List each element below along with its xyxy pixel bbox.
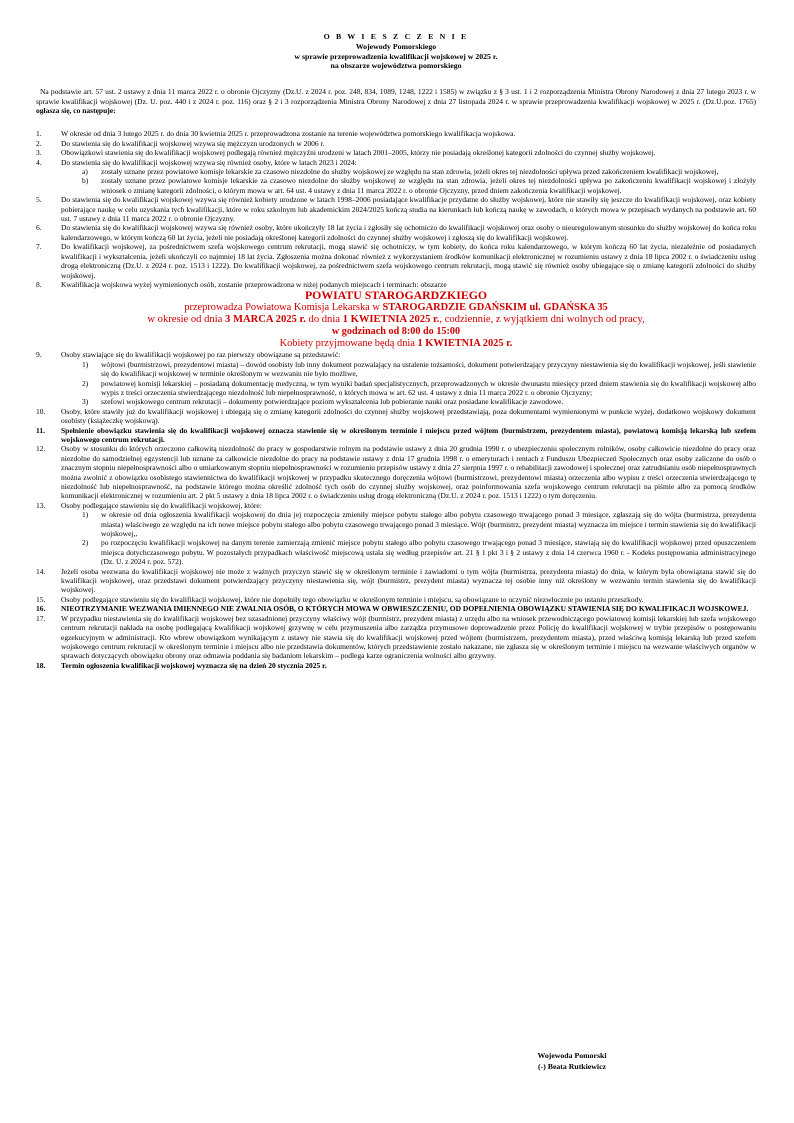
period-suffix: , codziennie, z wyjątkiem dni wolnych od pracy, [439, 314, 645, 326]
period-prefix: w okresie od dnia [147, 314, 223, 326]
provision-12: 12. Osoby w stosunku do których orzeczono całkowitą niezdolność do pracy w gospodarstwie rolnym na podstawie ustawy z dnia 20 grudnia 1990 r. o ubezpieczeniu społecznym rolników, osoby całkowicie niezdolne do pracy oraz niezdolne do samodzielnej egzystencji lub uznane za całkowicie niezdolne do pracy na podstawie ustawy z dnia 17 grudnia 1998 r. o emeryturach i rentach z Funduszu Ubezpieczeń Społecznych oraz osoby zaliczone do osób o znacznym stopniu niepełnosprawności albo o umiarkowanym stopniu niepełnosprawności w rozumieniu przepisów ustawy z dnia 27 sierpnia 1997 r. o rehabilitacji zawodowej i społecznej oraz zatrudnianiu osób niepełnosprawnych można zwolnić z obowiązku osobistego stawiennictwa do kwalifikacji wojskowej w przypadku skutecznego doręczenia wójtowi (burmistrzowi, prezydentowi miasta) orzeczenia albo wypisu z treści orzeczenia stwierdzającego tę niezdolność lub niepełnosprawność, na podstawie którego można określić zdolność tych osób do czynnej służby wojskowej, oraz poinformowania szefa wojskowego centrum rekrutacji na piśmie albo za pomocą środków komunikacji elektronicznej w rozumieniu art. 2 pkt 5 ustawy z dnia 18 lipca 2002 r. o świadczeniu usług drogą elektroniczną (Dz.U. z 2024 r. poz. 1513 i 1222) o tym doręczeniu. [36, 444, 756, 501]
provision-text: Osoby, które stawiły już do kwalifikacji wojskowej i ubiegają się o zmianę kategorii zdolności do czynnej służby wojskowej przedstawiają, poza dokumentami wymienionymi w punkcie wyżej, dodatkowo wojskowy dokument osobisty (książeczkę wojskową). [61, 406, 756, 426]
provision-text: NIEOTRZYMANIE WEZWANIA IMIENNEGO NIE ZWALNIA OSÓB, O KTÓRYCH MOWA W OBWIESZCZENIU, OD DOPEŁNIENIA OBOWIĄZKU STAWIENIA SIĘ DO KWALIFIKACJI WOJSKOWEJ. [61, 604, 749, 614]
document-title: O B W I E S Z C Z E N I E [323, 32, 469, 41]
period-line [36, 314, 756, 326]
provision-2: 2. Do stawienia się do kwalifikacji wojskowej wzywa się mężczyzn urodzonych w 2006 r. [36, 138, 325, 148]
provision-text: Do stawienia się do kwalifikacji wojskowej wzywa się również osoby, które w latach 2023 i 2024: [61, 157, 357, 167]
provision-text: Osoby podlegające stawieniu się do kwalifikacji wojskowej, które: [61, 500, 262, 510]
period-start: 3 MARCA 2025 r. [225, 314, 306, 326]
provision-1: 1. W okresie od dnia 3 lutego 2025 r. do dnia 30 kwietnia 2025 r. przeprowadzona zostanie na terenie województwa pomorskiego kwalifikacja wojskowa. [36, 129, 516, 139]
sub-item-text: wójtowi (burmistrzowi, prezydentowi miasta) – dowód osobisty lub inny dokument pozwalający na ustalenie tożsamości, dokument potwierdzający przyczyny niestawienia się do kwalifikacji wojskowej, jeśli stawienie się do kwalifikacji wojskowej w terminie określonym w wezwaniu nie było możliwe, [101, 359, 756, 379]
intro-paragraph [36, 87, 756, 115]
provision-8: 8. Kwalifikacja wojskowa wyżej wymienionych osób, zostanie przeprowadzona w niżej podanych miejscach i terminach: obszarze [36, 279, 447, 289]
signatory-name: (-) Beata Rutkiewicz [538, 1062, 606, 1071]
provision-text: Kwalifikacja wojskowa wyżej wymienionych osób, zostanie przeprowadzona w niżej podanych miejscach i terminach: obszarze [61, 279, 447, 289]
provision-text: Osoby w stosunku do których orzeczono całkowitą niezdolność do pracy w gospodarstwie rolnym na podstawie ustawy z dnia 20 grudnia 1990 r. o ubezpieczeniu społecznym rolników, osoby całkowicie niezdolne do pracy oraz niezdolne do samodzielnej egzystencji lub uznane za całkowicie niezdolne do pracy na podstawie ustawy z dnia 17 grudnia 1998 r. o emeryturach i rentach z Funduszu Ubezpieczeń Społecznych oraz osoby zaliczone do osób o znacznym stopniu niepełnosprawności albo o umiarkowanym stopniu niepełnosprawności w rozumieniu przepisów ustawy z dnia 27 sierpnia 1997 r. o rehabilitacji zawodowej i społecznej oraz zatrudnianiu osób niepełnosprawnych można zwolnić z obowiązku osobistego stawiennictwa do kwalifikacji wojskowej w przypadku skutecznego doręczenia wójtowi (burmistrzowi, prezydentowi miasta) orzeczenia albo wypisu z treści orzeczenia stwierdzającego tę niezdolność lub niepełnosprawność, na podstawie którego można określić zdolność tych osób do czynnej służby wojskowej, oraz poinformowania szefa wojskowego centrum rekrutacji na piśmie albo za pomocą środków komunikacji elektronicznej w rozumieniu art. 2 pkt 5 ustawy z dnia 18 lipca 2002 r. o świadczeniu usług drogą elektroniczną (Dz.U. z 2024 r. poz. 1513 i 1222) o tym doręczeniu. [61, 444, 756, 501]
provision-text: W przypadku niestawienia się do kwalifikacji wojskowej bez uzasadnionej przyczyny właściwy wójt (burmistrz, prezydent miasta) z urzędu albo na wniosek przewodniczącego powiatowej komisji lekarskiej lub szefa wojskowego centrum rekrutacji nakłada na osobę podlegającą kwalifikacji wojskowej grzywnę w celu przymuszenia albo zarządza przymusowe doprowadzenie przez Policję do kwalifikacji wojskowej w trybie przepisów o postępowaniu egzekucyjnym w administracji. Kto wbrew obowiązkom wynikającym z ustawy nie stawia się do kwalifikacji wojskowej przed wójtem (burmistrzem, prezydentem miasta), przed właściwą komisją lekarską lub przed szefem wojskowego centrum rekrutacji w określonym terminie i miejscu albo nie przedstawia dokumentów, których przedstawienie zostało nakazane, nie zgłasza się w określonym terminie i miejscu na wezwanie właściwych organów w sprawach dotyczących obowiązku obrony oraz odmawia poddania się badaniom lekarskim – podlega karze ograniczenia wolności albo grzywny. [61, 613, 756, 661]
provision-text: Do stawienia się do kwalifikacji wojskowej wzywa się również kobiety urodzone w latach 1998–2006 posiadające kwalifikacje przydatne do służby wojskowej, które nie stawiły się jeszcze do kwalifikacji wojskowej, oraz kobiety pobierające naukę w celu uzyskania tych kwalifikacji, które w roku szkolnym lub akademickim 2024/2025 kończą studia na kierunkach lub kończą naukę w zawodach, o których mowa w przepisach wydanych na podstawie art. 60 ust. 7 ustawy z dnia 11 marca 2022 r. o obronie Ojczyzny. [61, 195, 756, 224]
document-subject: w sprawie przeprowadzenia kwalifikacji wojskowej w 2025 r. [294, 51, 498, 61]
provision-text: Termin ogłoszenia kwalifikacji wojskowej wyznacza się na dzień 20 stycznia 2025 r. [61, 660, 327, 670]
provision-text: Do stawienia się do kwalifikacji wojskowej wzywa się mężczyzn urodzonych w 2006 r. [61, 138, 325, 148]
women-line [36, 338, 756, 350]
sub-item-text: w okresie od dnia ogłoszenia kwalifikacji wojskowej do dnia jej rozpoczęcia zmieniły miejsce pobytu stałego albo pobytu czasowego trwającego ponad 3 miesiące, zgłaszają się do wójta (burmistrza, prezydenta miasta) właściwego ze względu na ich nowe miejsce pobytu stałego albo pobytu czasowego trwającego ponad 3 miesiące. Wójt (burmistrz, prezydent miasta) wyznacza im miejsce i termin stawienia się do kwalifikacji wojskowej,, [101, 510, 756, 539]
provision-9: 9. Osoby stawiające się do kwalifikacji wojskowej po raz pierwszy obowiązane są przedstawić: 1) wójtowi (burmistrzowi, prezydentowi miasta) – dowód osobisty lub inny dokument pozwalający na ustalenie tożsamości, dokument potwierdzający przyczyny niestawienia się do kwalifikacji wojskowej, jeśli stawienie się do kwalifikacji wojskowej w terminie określonym w wezwaniu nie było możliwe, 2) powiatowej komisji lekarskiej – posiadaną dokumentację medyczną, w tym wyniki badań specjalistycznych, przeprowadzonych w okresie dwunastu miesięcy przed dniem stawienia się do kwalifikacji wojskowej albo wypis z treści orzeczenia stwierdzającego niezdolność lub niepełnosprawność, o których mowa w art. 62 ust. 4 ustawy z dnia 11 marca 2022 r. o obronie Ojczyzny; 3) szefowi wojskowego centrum rekrutacji – dokumenty potwierdzające poziom wykształcenia lub pobieranie nauki oraz posiadane kwalifikacje zawodowe. [36, 350, 756, 407]
provision-text: Do kwalifikacji wojskowej, za pośrednictwem szefa wojskowego centrum rekrutacji, mogą stawić się ochotniczy, w tym kobiety, do końca roku kalendarzowego, w którym kończą 60 lat życia, niezależnie od posiadanych kwalifikacji i wykształcenia, jeżeli ukończyli co najmniej 18 lat życia. Zgłoszenia można dokonać również z wykorzystaniem środków komunikacji elektronicznej w rozumieniu ustawy z dnia 18 lipca 2002 r. o świadczeniu usług drogą elektroniczną (Dz.U. z 2024 r. poz. 1513 i 1222). Do kwalifikacji wojskowej, za pośrednictwem szefa wojskowego centrum rekrutacji, mogą stawić się również osoby ubiegające się o zmianę kategorii zdolności do służby wojskowej. [61, 242, 756, 280]
legal-basis-text: Na podstawie art. 57 ust. 2 ustawy z dnia 11 marca 2022 r. o obronie Ojczyzny (Dz.U. z 2024 r. poz. 248, 834, 1089, 1248, 1222 i 1585) w związku z § 3 ust. 1 i 2 rozporządzenia Ministra Obrony Narodowej z dnia 27 lutego 2023 r. w sprawie kwalifikacji wojskowej (Dz. U. poz. 440 i z 2024 r. poz. 116) oraz § 2 i 3 rozporządzenia Ministra Obrony Narodowej z dnia 27 listopada 2024 r. w sprawie przeprowadzenia kwalifikacji wojskowej w 2025 r. (Dz.U.poz. 1765) [36, 87, 756, 106]
provision-text: W okresie od dnia 3 lutego 2025 r. do dnia 30 kwietnia 2025 r. przeprowadzona zostanie na terenie województwa pomorskiego kwalifikacja wojskowa. [61, 129, 516, 139]
sub-item-text: po rozpoczęciu kwalifikacji wojskowej na danym terenie zamierzają zmienić miejsce pobytu stałego albo pobytu czasowego trwającego ponad 3 miesiące, stawiają się do kwalifikacji wojskowej przed opuszczeniem miejsca dotychczasowego pobytu. W pozostałych przypadkach właściwość miejscową ustala się według przepisów art. 21 § 1 pkt 3 i § 2 ustawy z dnia 14 czerwca 1960 r. - Kodeks postępowania administracyjnego (Dz. U. z 2024 r. poz. 572). [101, 538, 756, 567]
provision-text: Spełnienie obowiązku stawienia się do kwalifikacji wojskowej oznacza stawienie się w określonym terminie i miejscu przed wójtem (burmistrzem, prezydentem miasta), powiatową komisją lekarską lub szefem wojskowego centrum rekrutacji. [61, 425, 756, 444]
provision-14: 14. Jeżeli osoba wezwana do kwalifikacji wojskowej nie może z ważnych przyczyn stawić się w określonym terminie i zawiadomi o tym wójta (burmistrza, prezydenta miasta) do dnia, w którym była obowiązana stawić się do kwalifikacji wojskowej, oraz przedstawi dokument potwierdzający przyczyny niestawienia się, wójt (burmistrz, prezydent miasta) wyznacza tej osobie inny niż określony w wezwaniu termin stawienia się do kwalifikacji wojskowej. [36, 566, 756, 595]
commission-line [36, 302, 756, 314]
provision-text: Osoby stawiające się do kwalifikacji wojskowej po raz pierwszy obowiązane są przedstawić: [61, 350, 341, 360]
period-mid: do dnia [308, 314, 340, 326]
sub-item-text: szefowi wojskowego centrum rekrutacji – dokumenty potwierdzające poziom wykształcenia lub pobieranie nauki oraz posiadane kwalifikacje zawodowe. [101, 397, 564, 407]
signatory-title: Wojewoda Pomorski [537, 1051, 607, 1060]
sub-item-text: powiatowej komisji lekarskiej – posiadaną dokumentację medyczną, w tym wyniki badań specjalistycznych, przeprowadzonych w okresie dwunastu miesięcy przed dniem stawienia się do kwalifikacji wojskowej albo wypis z treści orzeczenia stwierdzającego niezdolność lub niepełnosprawność, o których mowa w art. 62 ust. 4 ustawy z dnia 11 marca 2022 r. o obronie Ojczyzny; [101, 378, 756, 397]
sub-item-1: 1) w okresie od dnia ogłoszenia kwalifikacji wojskowej do dnia jej rozpoczęcia zmieniły miejsce pobytu stałego albo pobytu czasowego trwającego ponad 3 miesiące, zgłaszają się do wójta (burmistrza, prezydenta miasta) właściwego ze względu na ich nowe miejsce pobytu stałego albo pobytu czasowego trwającego ponad 3 miesiące. Wójt (burmistrz, prezydent miasta) wyznacza im miejsce i termin stawienia się do kwalifikacji wojskowej,, [82, 510, 756, 539]
hours-line: w godzinach od 8:00 do 15:00 [331, 326, 461, 338]
commission-prefix: przeprowadza Powiatowa Komisja Lekarska w [184, 302, 380, 314]
provisions-list [36, 129, 756, 289]
provision-text: Osoby podlegające stawieniu się do kwalifikacji wojskowej, które nie dopełniły tego obowiązku w określonym terminie i miejscu, są obowiązane to uczynić niezwłocznie po ustaniu przeszkody. [61, 594, 644, 604]
commission-place: STAROGARDZIE GDAŃSKIM ul. GDAŃSKA 35 [382, 302, 608, 314]
provision-15: 15. Osoby podlegające stawieniu się do kwalifikacji wojskowej, które nie dopełniły tego obowiązku w określonym terminie i miejscu, są obowiązane to uczynić niezwłocznie po ustaniu przeszkody. [36, 594, 644, 604]
provision-16: 16. NIEOTRZYMANIE WEZWANIA IMIENNEGO NIE ZWALNIA OSÓB, O KTÓRYCH MOWA W OBWIESZCZENIU, OD DOPEŁNIENIA OBOWIĄZKU STAWIENIA SIĘ DO KWALIFIKACJI WOJSKOWEJ. [36, 604, 749, 614]
provision-text: Jeżeli osoba wezwana do kwalifikacji wojskowej nie może z ważnych przyczyn stawić się w określonym terminie i zawiadomi o tym wójta (burmistrza, prezydenta miasta) do dnia, w którym była obowiązana stawić się do kwalifikacji wojskowej, oraz przedstawi dokument potwierdzający przyczyny niestawienia się, wójt (burmistrz, prezydent miasta) wyznacza tej osobie inny niż określony w wezwaniu termin stawienia się do kwalifikacji wojskowej. [61, 566, 756, 595]
county-name: POWIATU STAROGARDZKIEGO [304, 288, 488, 303]
provision-13: 13. Osoby podlegające stawieniu się do kwalifikacji wojskowej, które: 1) w okresie od dnia ogłoszenia kwalifikacji wojskowej do dnia jej rozpoczęcia zmieniły miejsce pobytu stałego albo pobytu czasowego trwającego ponad 3 miesiące, zgłaszają się do wójta (burmistrza, prezydenta miasta) właściwego ze względu na ich nowe miejsce pobytu stałego albo pobytu czasowego trwającego ponad 3 miesiące. Wójt (burmistrz, prezydent miasta) wyznacza im miejsce i termin stawienia się do kwalifikacji wojskowej,, 2) po rozpoczęciu kwalifikacji wojskowej na danym terenie zamierzają zmienić miejsce pobytu stałego albo pobytu czasowego trwającego ponad 3 miesiące, stawiają się do kwalifikacji wojskowej przed opuszczeniem miejsca dotychczasowego pobytu. W pozostałych przypadkach właściwość miejscową ustala się według przepisów art. 21 § 1 pkt 3 i § 2 ustawy z dnia 14 czerwca 1960 r. - Kodeks postępowania administracyjnego (Dz. U. z 2024 r. poz. 572). [36, 500, 756, 567]
sub-item-2: 2) po rozpoczęciu kwalifikacji wojskowej na danym terenie zamierzają zmienić miejsce pobytu stałego albo pobytu czasowego trwającego ponad 3 miesiące, stawiają się do kwalifikacji wojskowej przed opuszczeniem miejsca dotychczasowego pobytu. W pozostałych przypadkach właściwość miejscową ustala się według przepisów art. 21 § 1 pkt 3 i § 2 ustawy z dnia 14 czerwca 1960 r. - Kodeks postępowania administracyjnego (Dz. U. z 2024 r. poz. 572). [82, 538, 756, 567]
women-prefix: Kobiety przyjmowane będą dnia [279, 338, 415, 350]
announcement-page [36, 32, 756, 670]
sub-item-1: 1) wójtowi (burmistrzowi, prezydentowi miasta) – dowód osobisty lub inny dokument pozwalający na ustalenie tożsamości, dokument potwierdzający przyczyny niestawienia się do kwalifikacji wojskowej, jeśli stawienie się do kwalifikacji wojskowej w terminie określonym w wezwaniu nie było możliwe, [82, 359, 756, 379]
provision-3: 3. Obowiązkowi stawienia się do kwalifikacji wojskowej podlegają również mężczyźni urodzeni w latach 2001–2005, którzy nie posiadają określonej kategorii zdolności do czynnej służby wojskowej. [36, 148, 656, 158]
sub-item-b: b) zostały uznane przez powiatowe komisje lekarskie za czasowo niezdolne do służby wojskowej ze względu na stan zdrowia, jeżeli okres tej niezdolności upływa po zakończeniu kwalifikacji wojskowej i złożyły wniosek o zmianę kategorii zdolności, o którym mowa w art. 64 ust. 4 ustawy z dnia 11 marca 2022 r. o obronie Ojczyzny, przed dniem zakończenia kwalifikacji wojskowej. [82, 176, 756, 195]
signature-block [507, 1050, 637, 1072]
provision-text: Do stawienia się do kwalifikacji wojskowej wzywa się również osoby, które ukończyły 18 lat życia i zgłosiły się ochotniczo do kwalifikacji wojskowej oraz osoby o nieuregulowanym stosunku do służby wojskowej do końca roku kalendarzowego, w którym kończą 60 lat życia, jeżeli nie posiadają określonej kategorii zdolności do czynnej służby wojskowej i zgłoszą się do kwalifikacji wojskowej. [61, 223, 756, 242]
location-block [36, 289, 756, 350]
provision-17: 17. W przypadku niestawienia się do kwalifikacji wojskowej bez uzasadnionej przyczyny właściwy wójt (burmistrz, prezydent miasta) z urzędu albo na wniosek przewodniczącego powiatowej komisji lekarskiej lub szefa wojskowego centrum rekrutacji nakłada na osobę podlegającą kwalifikacji wojskowej grzywnę w celu przymuszenia albo zarządza przymusowe doprowadzenie przez Policję do kwalifikacji wojskowej w trybie przepisów o postępowaniu egzekucyjnym w administracji. Kto wbrew obowiązkom wynikającym z ustawy nie stawia się do kwalifikacji wojskowej przed wójtem (burmistrzem, prezydentem miasta), przed właściwą komisją lekarską lub przed szefem wojskowego centrum rekrutacji w określonym terminie i miejscu albo nie przedstawia dokumentów, których przedstawienie zostało nakazane, nie zgłasza się w określonym terminie i miejscu na wezwanie właściwych organów w sprawach dotyczących obowiązku obrony oraz odmawia poddania się badaniom lekarskim – podlega karze ograniczenia wolności albo grzywny. [36, 613, 756, 661]
sub-item-text: zostały uznane przez powiatowe komisje lekarskie za czasowo niezdolne do służby wojskowej ze względu na stan zdrowia, jeżeli okres tej niezdolności upływa po zakończeniu kwalifikacji wojskowej i złożyły wniosek o zmianę kategorii zdolności, o którym mowa w art. 64 ust. 4 ustawy z dnia 11 marca 2022 r. o obronie Ojczyzny, przed dniem zakończenia kwalifikacji wojskowej. [101, 176, 756, 195]
provision-11: 11. Spełnienie obowiązku stawienia się do kwalifikacji wojskowej oznacza stawienie się w określonym terminie i miejscu przed wójtem (burmistrzem, prezydentem miasta), powiatową komisją lekarską lub szefem wojskowego centrum rekrutacji. [36, 425, 756, 444]
sub-item-a: a) zostały uznane przez powiatowe komisje lekarskie za czasowo niezdolne do służby wojskowej ze względu na stan zdrowia, jeżeli okres tej niezdolności upływa przed zakończeniem kwalifikacji wojskowej, [82, 167, 719, 177]
period-end: 1 KWIETNIA 2025 r. [342, 314, 440, 326]
document-area: na obszarze województwa pomorskiego [330, 61, 462, 71]
provisions-list-continued [36, 350, 756, 670]
provision-7: 7. Do kwalifikacji wojskowej, za pośrednictwem szefa wojskowego centrum rekrutacji, mogą stawić się ochotniczy, w tym kobiety, do końca roku kalendarzowego, w którym kończą 60 lat życia, niezależnie od posiadanych kwalifikacji i wykształcenia, jeżeli ukończyli co najmniej 18 lat życia. Zgłoszenia można dokonać również z wykorzystaniem środków komunikacji elektronicznej w rozumieniu ustawy z dnia 18 lipca 2002 r. o świadczeniu usług drogą elektroniczną (Dz.U. z 2024 r. poz. 1513 i 1222). Do kwalifikacji wojskowej, za pośrednictwem szefa wojskowego centrum rekrutacji, mogą stawić się również osoby ubiegające się o zmianę kategorii zdolności do służby wojskowej. [36, 242, 756, 280]
women-date: 1 KWIETNIA 2025 r. [417, 338, 513, 350]
document-header [36, 32, 756, 71]
provision-text: Obowiązkowi stawienia się do kwalifikacji wojskowej podlegają również mężczyźni urodzeni w latach 2001–2005, którzy nie posiadają określonej kategorii zdolności do czynnej służby wojskowej. [61, 148, 656, 158]
issuing-authority: Wojewody Pomorskiego [355, 41, 437, 51]
provision-6: 6. Do stawienia się do kwalifikacji wojskowej wzywa się również osoby, które ukończyły 18 lat życia i zgłosiły się ochotniczo do kwalifikacji wojskowej oraz osoby o nieuregulowanym stosunku do służby wojskowej do końca roku kalendarzowego, w którym kończą 60 lat życia, jeżeli nie posiadają określonej kategorii zdolności do czynnej służby wojskowej i zgłoszą się do kwalifikacji wojskowej. [36, 223, 756, 242]
provision-5: 5. Do stawienia się do kwalifikacji wojskowej wzywa się również kobiety urodzone w latach 1998–2006 posiadające kwalifikacje przydatne do służby wojskowej, które nie stawiły się jeszcze do kwalifikacji wojskowej, oraz kobiety pobierające naukę w celu uzyskania tych kwalifikacji, które w roku szkolnym lub akademickim 2024/2025 kończą studia na kierunkach lub kończą naukę w zawodach, o których mowa w przepisach wydanych na podstawie art. 60 ust. 7 ustawy z dnia 11 marca 2022 r. o obronie Ojczyzny. [36, 195, 756, 224]
sub-item-3: 3) szefowi wojskowego centrum rekrutacji – dokumenty potwierdzające poziom wykształcenia lub pobieranie nauki oraz posiadane kwalifikacje zawodowe. [82, 397, 564, 407]
provision-18: 18. Termin ogłoszenia kwalifikacji wojskowej wyznacza się na dzień 20 stycznia 2025 r. [36, 660, 327, 670]
provision-4: 4. Do stawienia się do kwalifikacji wojskowej wzywa się również osoby, które w latach 2023 i 2024: a) zostały uznane przez powiatowe komisje lekarskie za czasowo niezdolne do służby wojskowej ze względu na stan zdrowia, jeżeli okres tej niezdolności upływa przed zakończeniem kwalifikacji wojskowej, b) zostały uznane przez powiatowe komisje lekarskie za czasowo niezdolne do służby wojskowej ze względu na stan zdrowia, jeżeli okres tej niezdolności upływa po zakończeniu kwalifikacji wojskowej i złożyły wniosek o zmianę kategorii zdolności, o którym mowa w art. 64 ust. 4 ustawy z dnia 11 marca 2022 r. o obronie Ojczyzny, przed dniem zakończenia kwalifikacji wojskowej. [36, 157, 756, 195]
announcement-phrase: ogłasza się, co następuje: [36, 106, 116, 115]
sub-item-2: 2) powiatowej komisji lekarskiej – posiadaną dokumentację medyczną, w tym wyniki badań specjalistycznych, przeprowadzonych w okresie dwunastu miesięcy przed dniem stawienia się do kwalifikacji wojskowej albo wypis z treści orzeczenia stwierdzającego niezdolność lub niepełnosprawność, o których mowa w art. 62 ust. 4 ustawy z dnia 11 marca 2022 r. o obronie Ojczyzny; [82, 378, 756, 397]
provision-10: 10. Osoby, które stawiły już do kwalifikacji wojskowej i ubiegają się o zmianę kategorii zdolności do czynnej służby wojskowej przedstawiają, poza dokumentami wymienionymi w punkcie wyżej, dodatkowo wojskowy dokument osobisty (książeczkę wojskową). [36, 406, 756, 426]
sub-item-text: zostały uznane przez powiatowe komisje lekarskie za czasowo niezdolne do służby wojskowej ze względu na stan zdrowia, jeżeli okres tej niezdolności upływa przed zakończeniem kwalifikacji wojskowej, [101, 167, 719, 177]
